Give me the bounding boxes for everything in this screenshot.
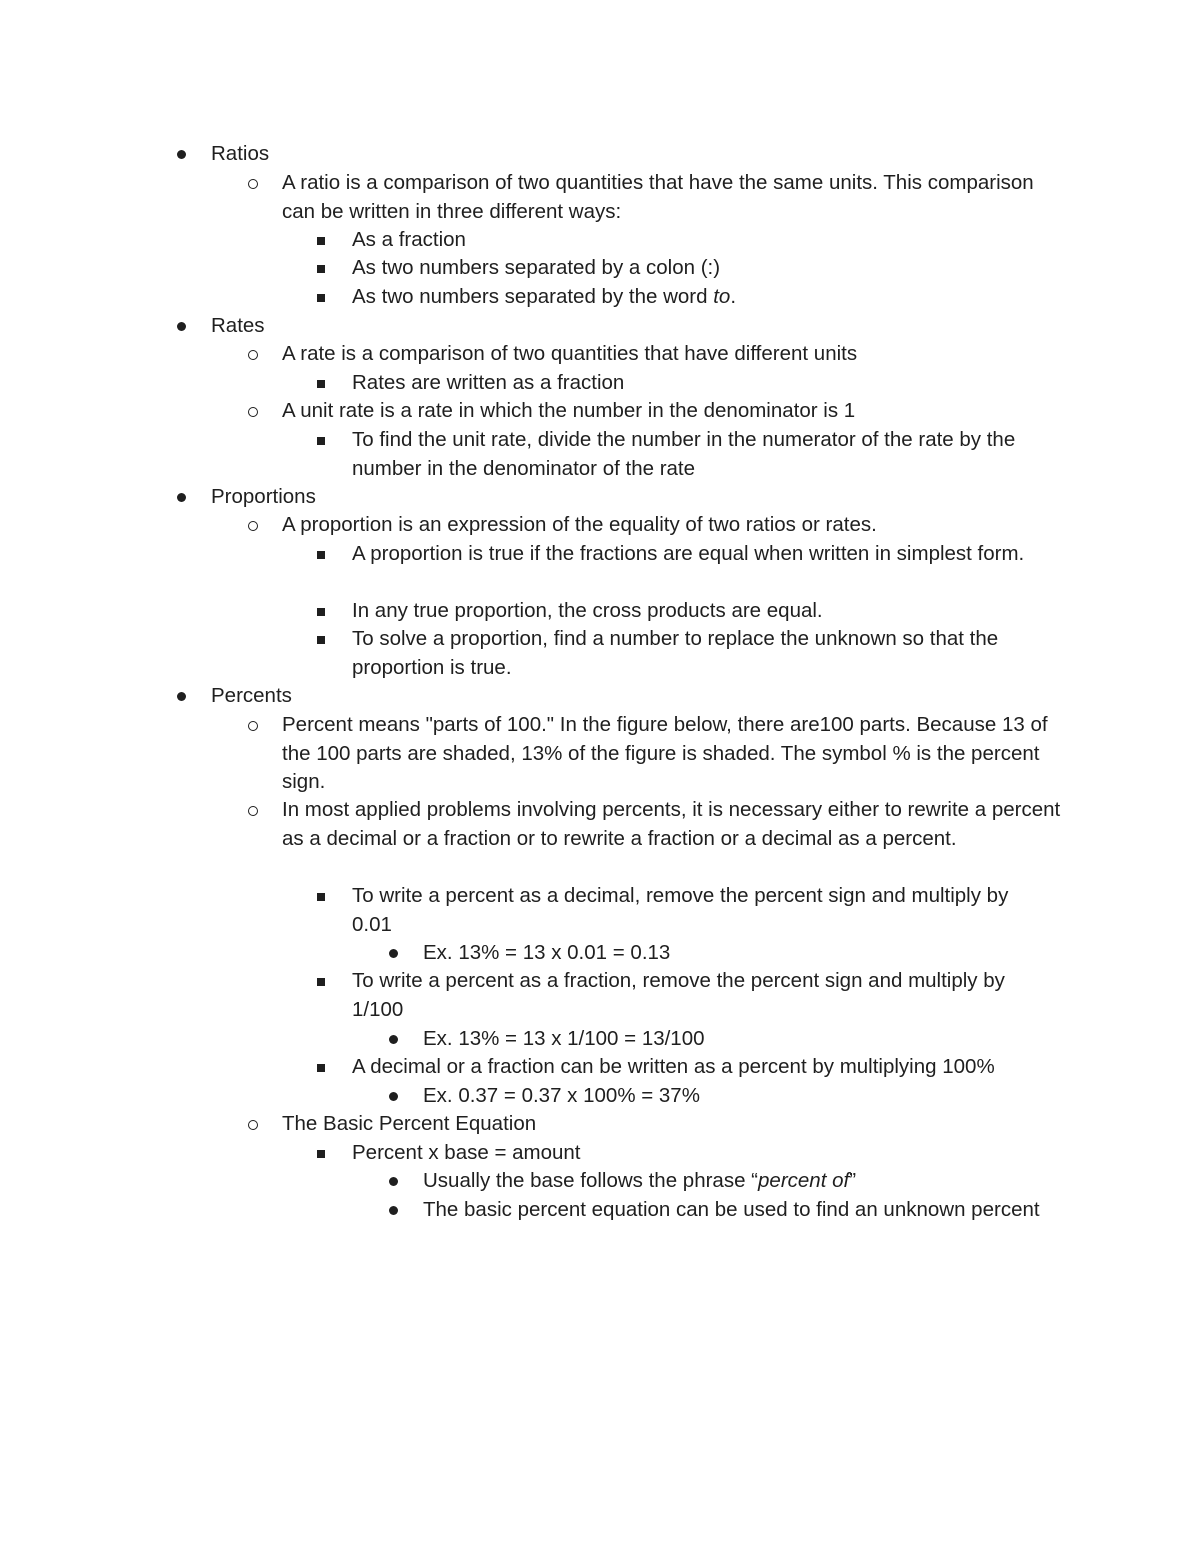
percent-meaning: Percent means "parts of 100." In the figure below, there are100 parts. Because 13 of the 100 parts are shaded, 13% of the figure is shaded. The symbol % is the percent sign. [282, 713, 1048, 794]
bullet-disc-icon [389, 1196, 398, 1225]
find-unit-rate: To find the unit rate, divide the number in the numerator of the rate by the number in the denominator of the rate [352, 428, 1016, 480]
bullet-square-icon [317, 597, 325, 626]
bullet-disc-icon [177, 682, 186, 711]
bullet-disc-icon [177, 483, 186, 512]
proportion-point-2: In any true proportion, the cross products are equal. [352, 599, 823, 622]
bullet-square-icon [317, 625, 325, 654]
base-note: Usually the base follows the phrase “percent of” [423, 1169, 857, 1192]
decimal-to-percent: A decimal or a fraction can be written as a percent by multiplying 100% [352, 1055, 995, 1078]
bullet-disc-icon [389, 1167, 398, 1196]
bullet-square-icon [317, 283, 325, 312]
ratio-way-1: As a fraction [352, 228, 466, 251]
bullet-square-icon [317, 1139, 325, 1168]
heading-ratios: Ratios [211, 142, 270, 165]
bullet-square-icon [317, 882, 325, 911]
bullet-circle-icon [248, 1110, 258, 1139]
bullet-square-icon [317, 254, 325, 283]
bullet-square-icon [317, 540, 325, 569]
bullet-square-icon [317, 226, 325, 255]
bullet-square-icon [317, 426, 325, 455]
unit-rate-definition: A unit rate is a rate in which the number in the denominator is 1 [282, 399, 856, 422]
bullet-circle-icon [248, 796, 258, 825]
bullet-disc-icon [389, 1025, 398, 1054]
bullet-square-icon [317, 967, 325, 996]
unknown-percent-note: The basic percent equation can be used to find an unknown percent [423, 1198, 1040, 1221]
bullet-square-icon [317, 369, 325, 398]
basic-percent-equation: Percent x base = amount [352, 1141, 581, 1164]
bullet-disc-icon [177, 140, 186, 169]
bullet-square-icon [317, 1053, 325, 1082]
bullet-circle-icon [248, 711, 258, 740]
rate-definition: A rate is a comparison of two quantities that have different units [282, 342, 858, 365]
bullet-disc-icon [389, 939, 398, 968]
heading-rates: Rates [211, 314, 265, 337]
ratio-way-2: As two numbers separated by a colon (:) [352, 256, 721, 279]
bullet-disc-icon [389, 1082, 398, 1111]
ratio-definition: A ratio is a comparison of two quantities that have the same units. This comparison can be written in three different ways: [282, 171, 1034, 223]
percent-applied: In most applied problems involving percents, it is necessary either to rewrite a percent as a decimal or a fraction or to rewrite a fraction or a decimal as a percent. [282, 798, 1061, 850]
proportion-definition: A proportion is an expression of the equality of two ratios or rates. [282, 513, 877, 536]
basic-percent-equation-heading: The Basic Percent Equation [282, 1112, 537, 1135]
bullet-disc-icon [177, 312, 186, 341]
percent-to-decimal: To write a percent as a decimal, remove the percent sign and multiply by 0.01 [352, 884, 1009, 936]
rate-written: Rates are written as a fraction [352, 371, 625, 394]
bullet-circle-icon [248, 340, 258, 369]
bullet-circle-icon [248, 511, 258, 540]
percent-to-fraction: To write a percent as a fraction, remove the percent sign and multiply by 1/100 [352, 969, 1005, 1021]
proportion-point-1: A proportion is true if the fractions are equal when written in simplest form. [352, 542, 1025, 565]
percent-to-fraction-example: Ex. 13% = 13 x 1/100 = 13/100 [423, 1027, 705, 1050]
heading-percents: Percents [211, 684, 292, 707]
bullet-circle-icon [248, 397, 258, 426]
bullet-circle-icon [248, 169, 258, 198]
decimal-to-percent-example: Ex. 0.37 = 0.37 x 100% = 37% [423, 1084, 700, 1107]
heading-proportions: Proportions [211, 485, 316, 508]
ratio-way-3: As two numbers separated by the word to. [352, 285, 737, 308]
proportion-point-3: To solve a proportion, find a number to replace the unknown so that the proportion is true. [352, 627, 999, 679]
percent-to-decimal-example: Ex. 13% = 13 x 0.01 = 0.13 [423, 941, 671, 964]
